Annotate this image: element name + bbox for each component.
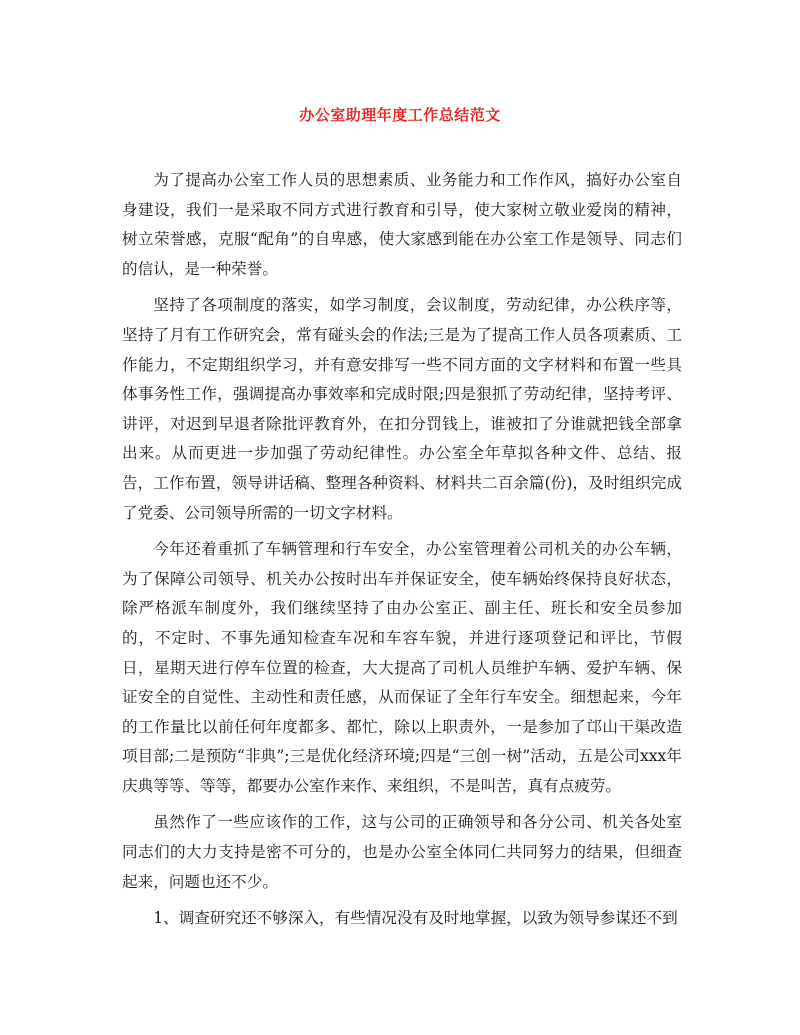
paragraph-2: 坚持了各项制度的落实，如学习制度，会议制度，劳动纪律，办公秩序等，坚持了月有工作研究会，常有碰头会的作法;三是为了提高工作人员各项素质、工作能力，不定期组织学习，并有意安排写一些不同方面的文字材料和布置一些具体事务性工作，强调提高办事效率和完成时限;四是狠抓了劳动纪律，坚持考评、讲评，对迟到早退者除批评教育外，在扣分罚钱上，谁被扣了分谁就把钱全部拿出来。从而更进一步加强了劳动纪律性。办公室全年草拟各种文件、总结、报告，工作布置，领导讲话稿、整理各种资料、材料共二百余篇(份)，及时组织完成了党委、公司领导所需的一切文字材料。 (122, 296, 682, 522)
document-title: 办公室助理年度工作总结范文 (299, 106, 501, 124)
paragraph-5: 1、调查研究还不够深入，有些情况没有及时地掌握，以致为领导参谋还不到 (153, 909, 678, 928)
paragraph-4: 虽然作了一些应该作的工作，这与公司的正确领导和各分公司、机关各处室同志们的大力支持是密不可分的，也是办公室全体同仁共同努力的结果，但细查起来，问题也还不少。 (122, 813, 682, 891)
paragraph-3: 今年还着重抓了车辆管理和行车安全，办公室管理着公司机关的办公车辆，为了保障公司领导、机关办公按时出车并保证安全，使车辆始终保持良好状态，除严格派车制度外，我们继续坚持了由办公室正、副主任、班长和安全员参加的，不定时、不事先通知检查车况和车容车貌，并进行逐项登记和评比，节假日，星期天进行停车位置的检查，大大提高了司机人员维护车辆、爱护车辆、保证安全的自觉性、主动性和责任感，从而保证了全年行车安全。细想起来，今年的工作量比以前任何年度都多、都忙，除以上职责外，一是参加了邙山干渠改造项目部;二是预防“非典”;三是优化经济环境;四是“三创一树”活动，五是公司xxx年庆典等等、等等，都要办公室作来作、来组织，不是叫苦，真有点疲劳。 (122, 540, 682, 795)
paragraph-1: 为了提高办公室工作人员的思想素质、业务能力和工作作风，搞好办公室自身建设，我们一是采取不同方式进行教育和引导，使大家树立敬业爱岗的精神，树立荣誉感，克服“配角”的自卑感，使大家感到能在办公室工作是领导、同志们的信认，是一种荣誉。 (122, 171, 682, 278)
document-body (122, 166, 682, 934)
